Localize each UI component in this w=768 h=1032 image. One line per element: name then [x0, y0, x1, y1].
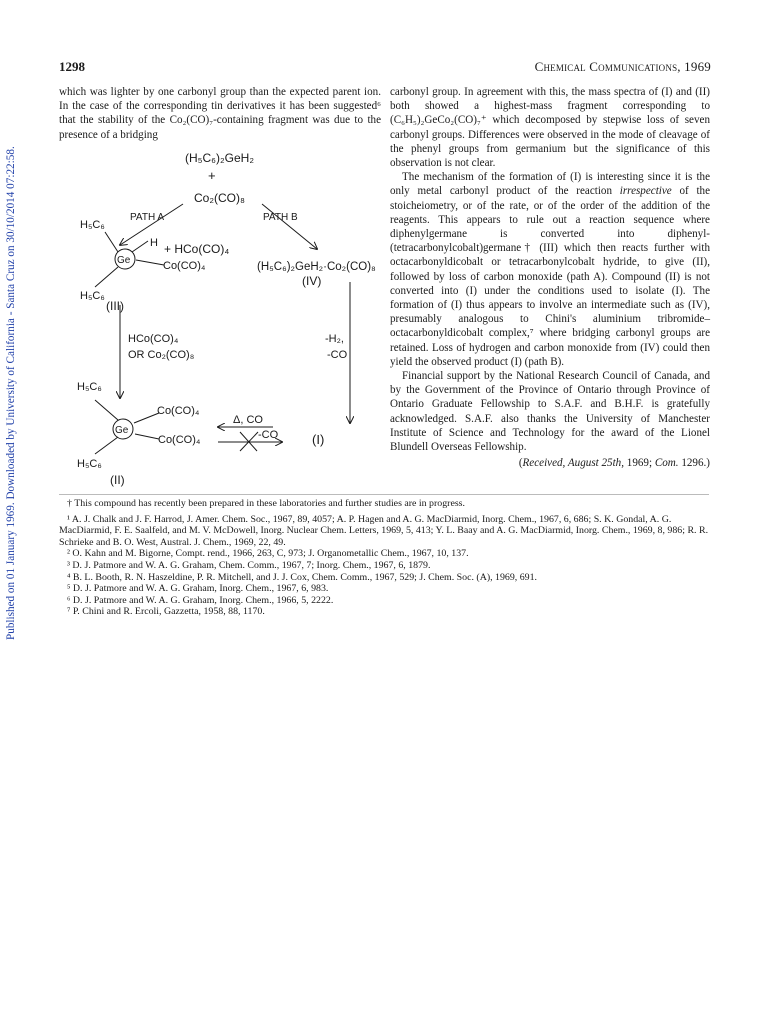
x-co-label: -CO [258, 429, 279, 441]
hco4-reagent: HCo(CO)₄ [128, 333, 179, 345]
received-open: ( [518, 457, 523, 470]
left-paragraph-1: which was lighter by one carbonyl group than the expected parent ion. In the case of the corresponding tin derivatives it has been suggested⁶ that the stability of the Co₂(CO)₇-containing fragment was due to the presence of a bridging [59, 86, 381, 141]
right-column [390, 85, 710, 470]
right-paragraph-2 [390, 170, 710, 369]
bond-ge-co-II-b [135, 434, 159, 439]
dagger-footnote: † This compound has recently been prepared in these laboratories and further studies are in progress. [67, 498, 465, 509]
reference-2: ² O. Kahn and M. Bigorne, Compt. rend., 1966, 263, C, 973; J. Organometallic Chem., 1967, 10, 137. [67, 548, 469, 560]
right-p2-start: The mechanism of the formation of (I) is interesting since it is the only metal carbonyl product of the reaction [390, 171, 710, 198]
reference-5: ⁵ D. J. Patmore and W. A. G. Graham, Inorg. Chem., 1967, 6, 983. [67, 583, 329, 595]
reference-7: ⁷ P. Chini and R. Ercoli, Gazzetta, 1958, 88, 1170. [67, 606, 265, 618]
received-com: Com. [654, 457, 679, 470]
h-label: H [150, 237, 158, 249]
reference-3: ³ D. J. Patmore and W. A. G. Graham, Chem. Comm., 1967, 7; Inorg. Chem., 1967, 6, 1879. [67, 559, 431, 571]
bond-ge-h5c6-low [95, 400, 118, 420]
footnotes [59, 498, 710, 618]
received-year: 1969; [624, 457, 655, 470]
coco4-II-b: Co(CO)₄ [158, 434, 201, 446]
ge-label-II: Ge [115, 425, 129, 436]
h5c6-mid: H₅C₆ [80, 290, 105, 302]
journal-title [535, 59, 711, 75]
reference-6: ⁶ D. J. Patmore and W. A. G. Graham, Inorg. Chem., 1966, 5, 2222. [67, 594, 334, 606]
plus-sign: + [208, 168, 216, 183]
h5c6-bottom: H₅C₆ [77, 458, 102, 470]
reference-4: ⁴ B. L. Booth, R. N. Haszeldine, P. R. Mitchell, and J. J. Cox, Chem. Comm., 1967, 529; J. Chem. Soc. (A), 1969, 691. [67, 571, 538, 583]
minus-co: -CO [327, 349, 348, 361]
right-p2-italic: irrespective [619, 185, 672, 198]
or-co2co8-reagent: OR Co₂(CO)₈ [128, 349, 195, 361]
h5c6-low: H₅C₆ [77, 381, 102, 393]
co-reagent: Co₂(CO)₈ [194, 191, 245, 205]
bond-ge-h5c6-top [105, 232, 118, 252]
download-stamp-text: Published on 01 January 1969. Downloaded by University of California - Santa Cruz on 30/10/2014 07:22:58. [5, 146, 17, 640]
received-line [390, 456, 710, 470]
label-ii: (II) [110, 473, 125, 487]
bond-ge-co-II-a [134, 413, 159, 423]
right-paragraph-1: carbonyl group. In agreement with this, the mass spectra of (I) and (II) both showed a highest-mass fragment corresponding to (C₆H₅)₂GeCo₂(CO)₇⁺ which decomposed by stepwise loss of seven carbonyl groups. Differences were observed in the mode of cleavage of the phenyl groups from germanium but the significance of this observation is not clear. [390, 86, 710, 170]
plus-hco4: + HCo(CO)₄ [164, 242, 230, 256]
delta-co-label: Δ, CO [233, 414, 263, 426]
journal-title-text: Chemical Communications, 1969 [534, 59, 711, 74]
received-number: 1296.) [678, 457, 710, 470]
label-iv: (IV) [302, 274, 322, 288]
top-reagent: (H₅C₆)₂GeH₂ [185, 151, 254, 165]
minus-h2: -H₂, [325, 333, 344, 345]
label-iii: (III) [106, 299, 124, 313]
coco4-III: Co(CO)₄ [163, 260, 206, 272]
path-b-arrow [262, 204, 317, 249]
bond-ge-h [132, 241, 148, 252]
path-a-label: PATH A [130, 212, 165, 223]
page-number: 1298 [59, 59, 85, 74]
received-date: Received, August 25th, [522, 457, 624, 470]
compound-iv: (H₅C₆)₂GeH₂·Co₂(CO)₈ [257, 261, 376, 273]
bond-ge-h5c6-mid [95, 267, 118, 287]
download-stamp [4, 146, 18, 640]
left-column [59, 85, 381, 142]
acknowledgement: Financial support by the National Research Council of Canada, and by the Government of the Province of Ontario through Province of Ontario Graduate Fellowship to S.A.F. and B.H.F. is gratefully acknowledged. S.A.F. also thanks the University of Manchester Institute of Science and Technology for the award of the Lionel Blundell Overseas Fellowship. [390, 370, 710, 454]
h5c6-top: H₅C₆ [80, 219, 105, 231]
reference-1: ¹ A. J. Chalk and J. F. Harrod, J. Amer. Chem. Soc., 1967, 89, 4057; A. P. Hagen and A. G. MacDiarmid, Inorg. Chem., 1967, 6, 686; S. K. Gondal, A. G. MacDiarmid, F. E. Saalfeld, and M. V. McDowell, Inorg. Nuclear Chem. Letters, 1969, 5, 413; Y. L. Baay and A. G. MacDiarmid, Inorg. Chem., 1969, 8, 986; R. R. Schrieke and B. O. West, Austral. J. Chem., 1969, 22, 49. [59, 513, 709, 548]
bond-ge-co-III [136, 260, 164, 265]
bond-ge-h5c6-bottom [95, 437, 118, 454]
coco4-II-a: Co(CO)₄ [157, 405, 200, 417]
path-b-label: PATH B [263, 212, 298, 223]
reaction-scheme [55, 142, 385, 492]
right-p2-end: of the stoicheiometry, or of the rate, or of the order of the addition of the reagents. This appears to rule out a reaction sequence where diphenylgermane is converted into diphenyl-(tetracarbonylcobalt)germane† (III) which then reacts further with octacarbonyldicobalt or tetracarbonylcobalt hydride, to give (II), followed by loss of carbon monoxide (path A). Compound (II) is not converted into (I) under the conditions used to isolate (I). The formation of (I) thus appears to involve an intermediate such as (IV), presumably analogous to Chini's aluminium tribromide–octacarbonyldicobalt complex,⁷ where bridging carbonyl groups are retained. Loss of hydrogen and carbon monoxide from (IV) could then yield the observed product (I) (path B). [390, 185, 710, 368]
ge-label-III: Ge [117, 255, 131, 266]
label-i: (I) [312, 432, 325, 447]
footnote-rule [59, 494, 709, 495]
